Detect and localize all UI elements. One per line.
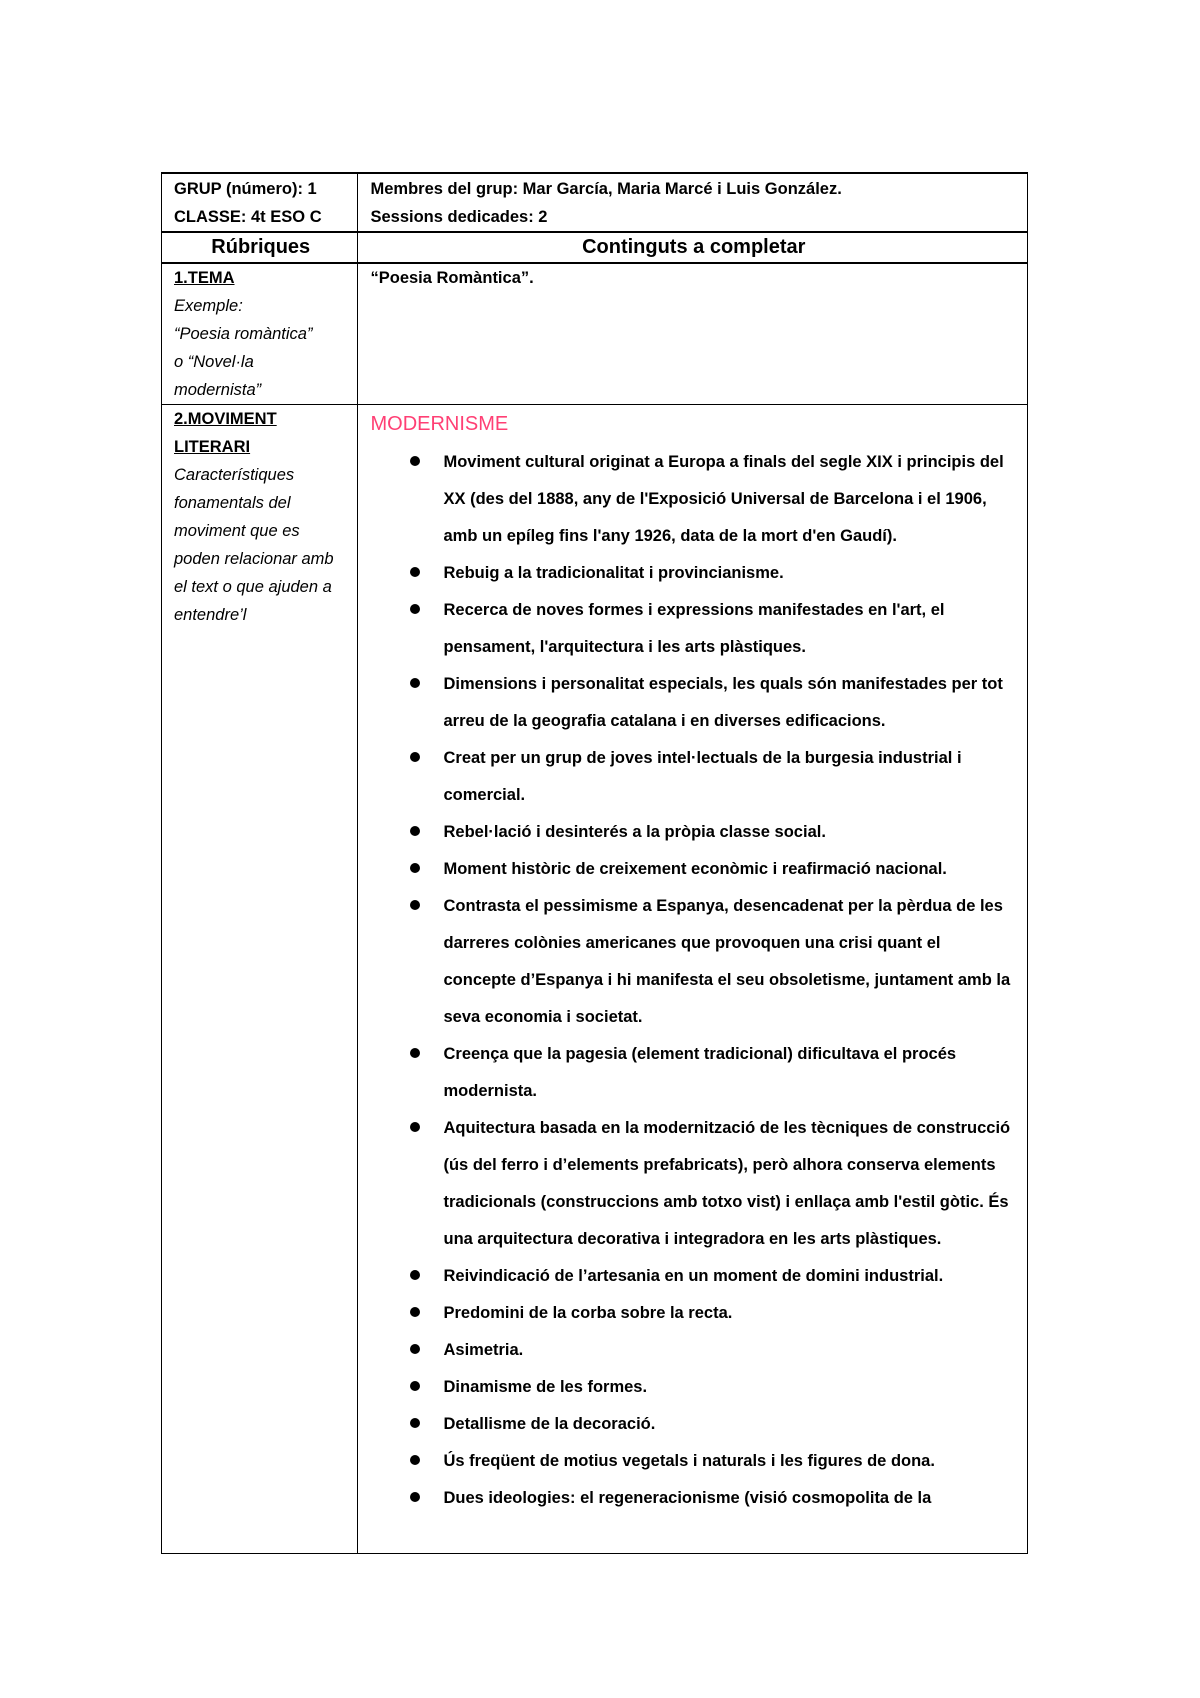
bullet-icon [410,1455,420,1465]
list-item-text: Aquitectura basada en la modernització de les tècniques de construcció (ús del ferro i d’elements prefabricats), però alhora conserva elements tradicionals (construccions amb totxo vist) i enllaça amb l'estil gòtic. És una arquitectura decorativa i integradora en les arts plàstiques. [443,1119,1011,1248]
list-item [370,1332,1017,1369]
list-item-text: Dinamisme de les formes. [443,1378,648,1396]
list-item-text: Moviment cultural originat a Europa a finals del segle XIX i principis del XX (des del 1888, any de l'Exposició Universal de Barcelona i el 1906, amb un epíleg fins l'any 1926, data de la mort d'en Gaudí). [443,453,1004,545]
list-item-text: Moment històric de creixement econòmic i reafirmació nacional. [443,860,947,878]
rubric-table [161,172,1028,1554]
bullet-icon [410,1270,420,1280]
column-heading-rubriques: Rúbriques [162,232,358,263]
column-heading-continguts: Continguts a completar [358,232,1028,263]
bullet-icon [410,604,420,614]
list-item [370,740,1017,814]
list-item [370,1406,1017,1443]
bullet-icon [410,1344,420,1354]
tema-example-line-2: o “Novel·la [174,353,254,371]
list-item [370,444,1017,555]
bullet-icon [410,863,420,873]
list-item-text: Predomini de la corba sobre la recta. [443,1304,733,1322]
bullet-icon [410,900,420,910]
list-item-text: Rebel·lació i desinterés a la pròpia classe social. [443,823,826,841]
class-name: CLASSE: 4t ESO C [174,208,322,226]
tema-row [162,263,1028,405]
list-item [370,1369,1017,1406]
moviment-content-cell [358,405,1028,1554]
moviment-row [162,405,1028,1554]
tema-rubric-cell [162,263,358,405]
tema-example-line-3: modernista” [174,381,262,399]
list-item [370,555,1017,592]
group-info-row [162,173,1028,232]
list-item-text: Rebuig a la tradicionalitat i provincianisme. [443,564,784,582]
column-heading-row [162,232,1028,263]
list-item [370,888,1017,1036]
list-item [370,1036,1017,1110]
list-item [370,814,1017,851]
moviment-title-line-2: LITERARI [174,438,251,456]
list-item [370,592,1017,666]
tema-content: “Poesia Romàntica”. [370,269,534,287]
moviment-description: Característiques fonamentals del moviment que es poden relacionar amb el text o que ajuden a entendre’l [174,466,334,624]
moviment-rubric-cell [162,405,358,1554]
modernisme-characteristics-list [370,444,1017,1517]
list-item [370,1480,1017,1517]
bullet-icon [410,567,420,577]
list-item-text: Ús freqüent de motius vegetals i naturals i les figures de dona. [443,1452,935,1470]
list-item-text: Reivindicació de l’artesania en un moment de domini industrial. [443,1267,944,1285]
list-item-text: Detallisme de la decoració. [443,1415,656,1433]
list-item-text: Dues ideologies: el regeneracionisme (visió cosmopolita de la [443,1489,932,1507]
list-item-text: Dimensions i personalitat especials, les quals són manifestades per tot arreu de la geografia catalana i en diverses edificacions. [443,675,1003,730]
list-item-text: Recerca de noves formes i expressions manifestades en l'art, el pensament, l'arquitectura i les arts plàstiques. [443,601,945,656]
tema-example-line-1: “Poesia romàntica” [174,325,313,343]
bullet-icon [410,752,420,762]
list-item-text: Contrasta el pessimisme a Espanya, desencadenat per la pèrdua de les darreres colònies americanes que provoquen una crisi quant el concepte d’Espanya i hi manifesta el seu obsoletisme, juntament amb la seva economia i societat. [443,897,1011,1026]
bullet-icon [410,456,420,466]
bullet-icon [410,1492,420,1502]
sessions-count: Sessions dedicades: 2 [370,208,548,226]
group-cell [162,173,358,232]
bullet-icon [410,1418,420,1428]
list-item [370,666,1017,740]
tema-content-cell [358,263,1028,405]
members-cell [358,173,1028,232]
bullet-icon [410,1381,420,1391]
list-item-text: Creat per un grup de joves intel·lectuals de la burgesia industrial i comercial. [443,749,962,804]
bullet-icon [410,826,420,836]
bullet-icon [410,1048,420,1058]
bullet-icon [410,678,420,688]
bullet-icon [410,1122,420,1132]
group-members: Membres del grup: Mar García, Maria Marcé i Luis González. [370,180,842,198]
bullet-icon [410,1307,420,1317]
tema-title: 1.TEMA [174,269,235,287]
modernisme-heading: MODERNISME [370,413,509,435]
list-item [370,1110,1017,1258]
moviment-title-line-1: 2.MOVIMENT [174,410,277,428]
tema-example-label: Exemple: [174,297,243,315]
list-item [370,851,1017,888]
group-number: GRUP (número): 1 [174,180,317,198]
list-item-text: Creença que la pagesia (element tradicional) dificultava el procés modernista. [443,1045,957,1100]
list-item [370,1443,1017,1480]
list-item [370,1295,1017,1332]
list-item-text: Asimetria. [443,1341,524,1359]
list-item [370,1258,1017,1295]
